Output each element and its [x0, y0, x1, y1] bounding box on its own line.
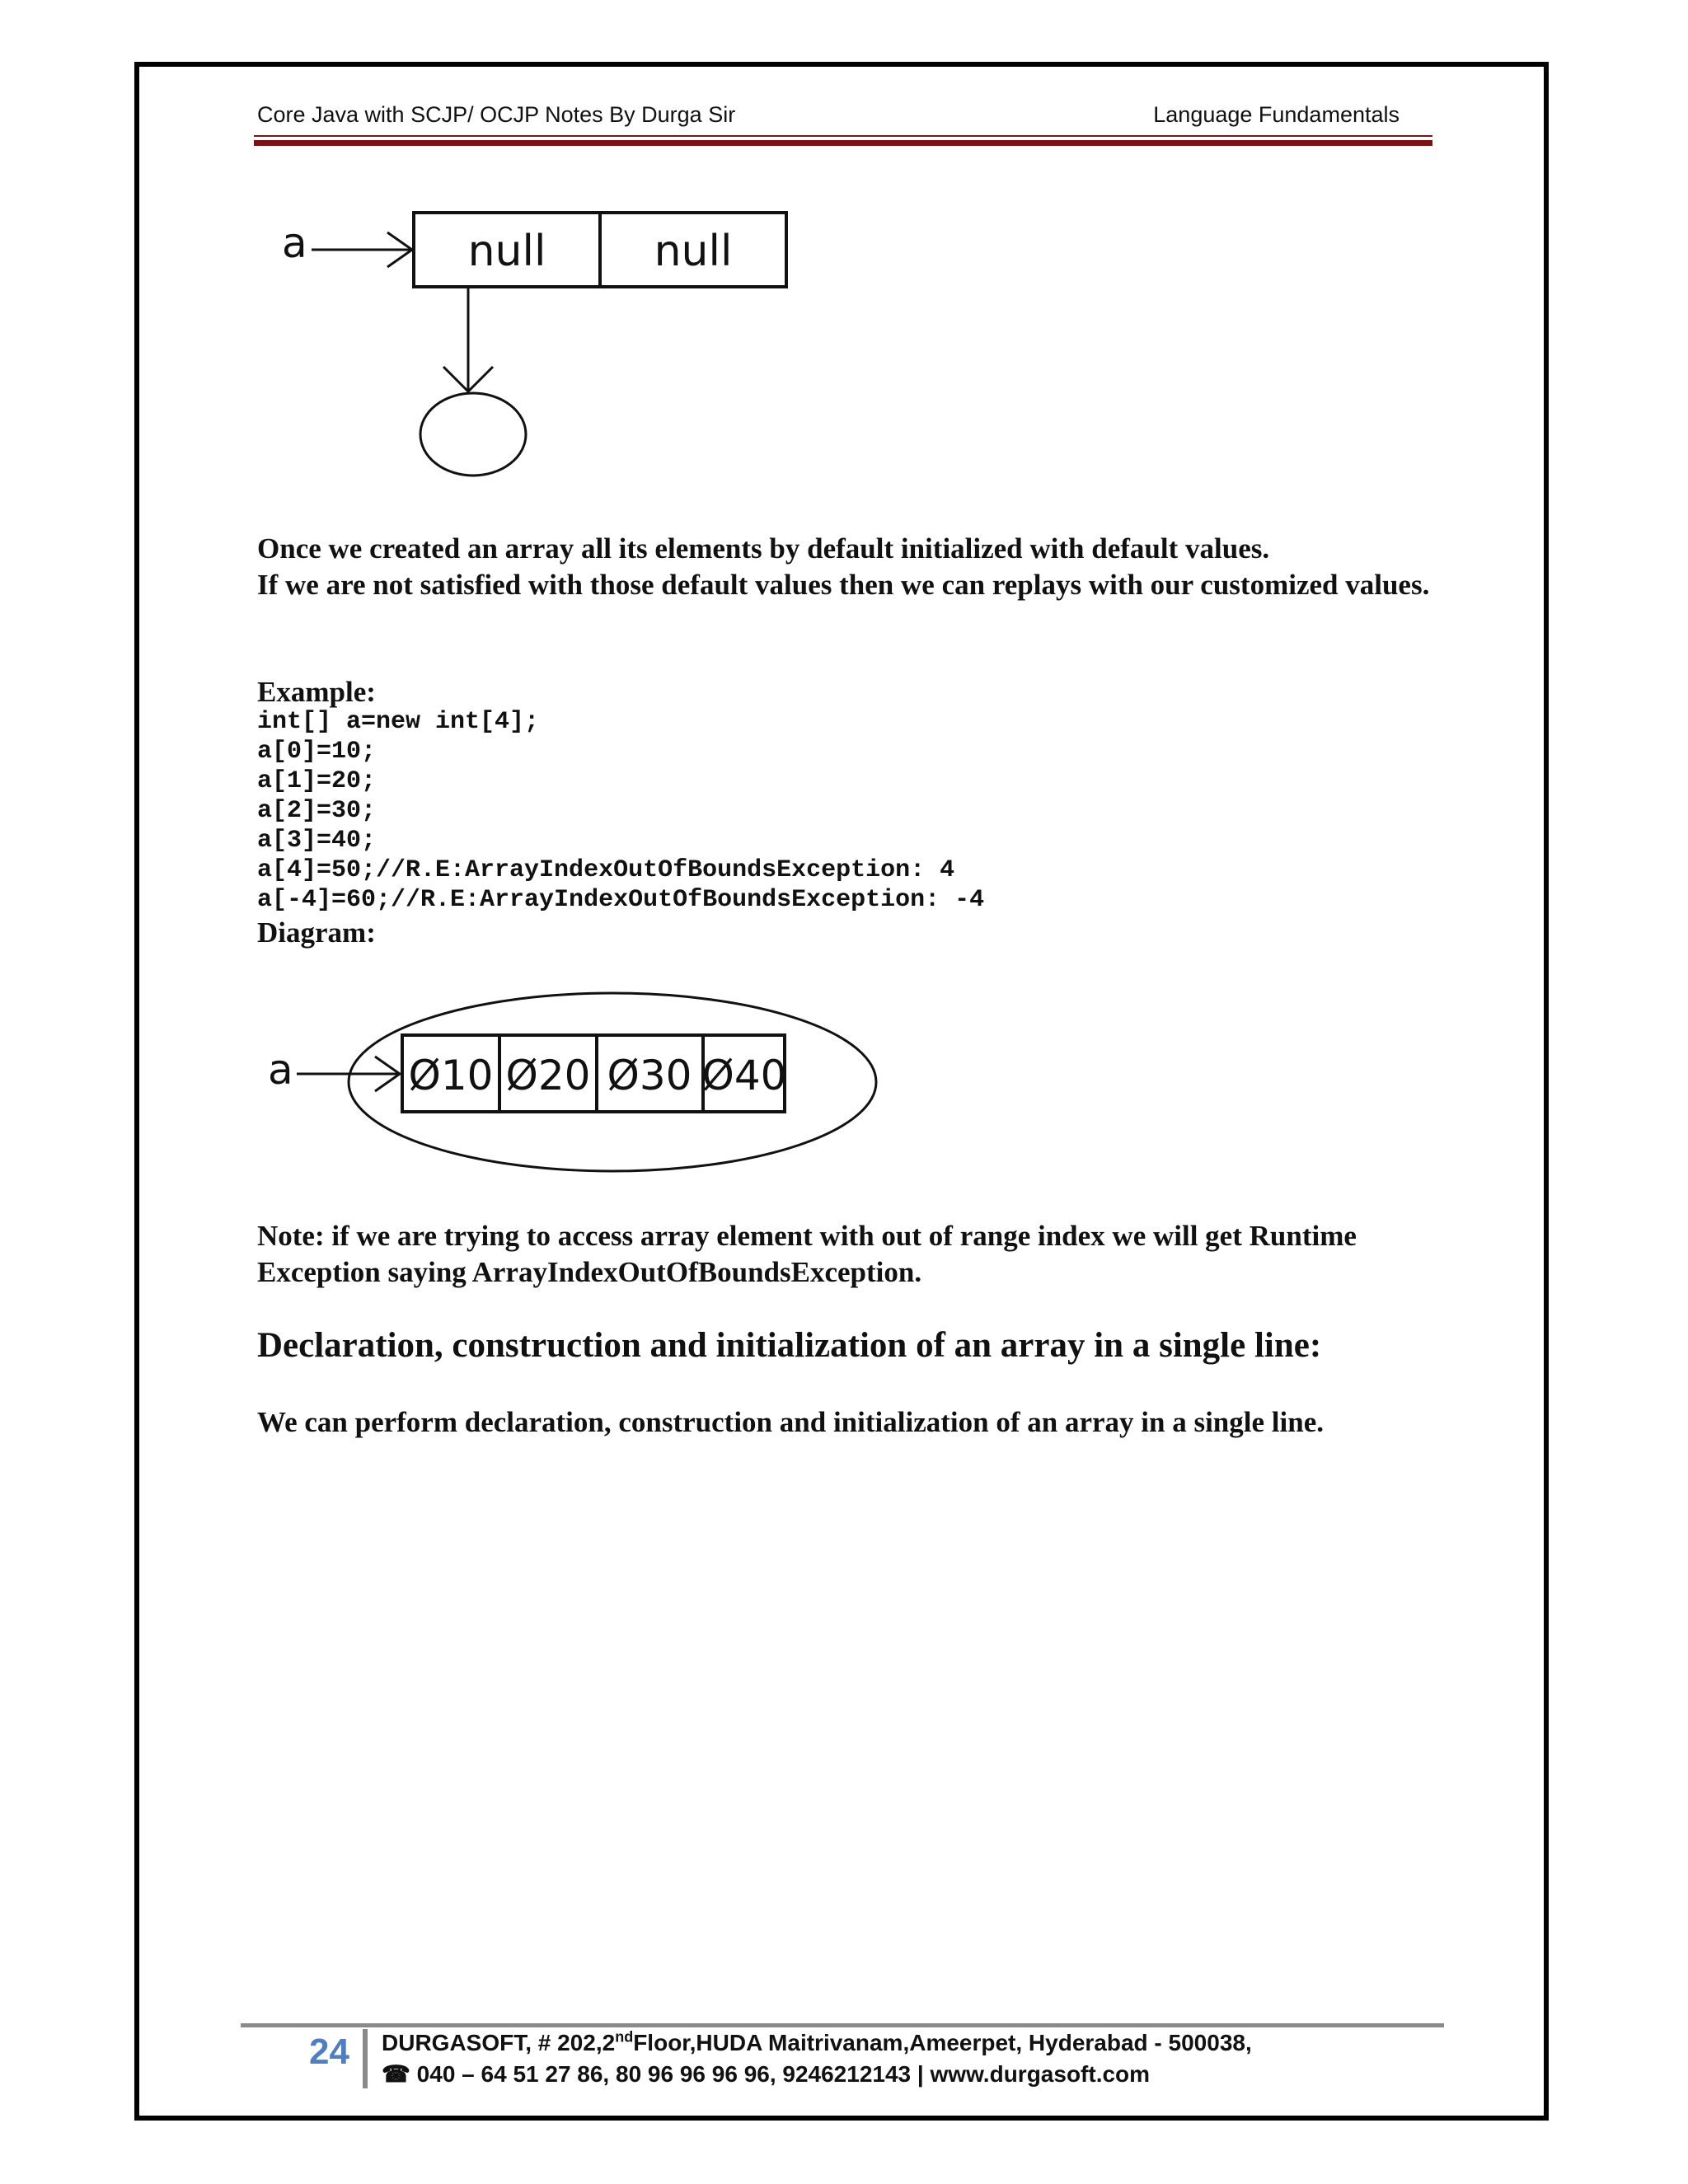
code-line: a[3]=40;: [257, 827, 377, 855]
cell-value: Ø30: [607, 1052, 692, 1099]
code-line: a[2]=30;: [257, 797, 377, 825]
diagram-heading: Diagram:: [257, 916, 376, 949]
footer-address-sup: nd: [615, 2028, 634, 2046]
cell-value: null: [654, 227, 733, 276]
phone-icon: ☎: [382, 2061, 410, 2087]
null-array-diagram: [256, 198, 832, 494]
cell-value: Ø40: [701, 1052, 787, 1099]
diagram2-label: a: [268, 1046, 293, 1094]
footer-rule: [241, 2023, 1444, 2027]
footer-address: [382, 2030, 1252, 2056]
paragraph-line: If we are not satisfied with those default values then we can replays with our customized values.: [257, 569, 1430, 601]
cell-value: null: [467, 227, 546, 276]
header-title: Core Java with SCJP/ OCJP Notes By Durga Sir: [257, 102, 736, 127]
code-line: a[0]=10;: [257, 738, 377, 766]
code-block: [257, 707, 984, 915]
header-rule-thick: [254, 140, 1432, 146]
footer-address-pre: DURGASOFT, # 202,2: [382, 2030, 616, 2055]
note-text: Note: if we are trying to access array element with out of range index we will get Runtime Exception saying ArrayIndexOutOfBoundsException.: [257, 1220, 1357, 1288]
section-heading: Declaration, construction and initialization of an array in a single line:: [257, 1326, 1322, 1365]
footer-divider: [363, 2029, 368, 2088]
code-line: a[1]=20;: [257, 767, 377, 795]
code-line: int[] a=new int[4];: [257, 708, 540, 736]
footer-contact: [382, 2060, 1150, 2088]
header-rule: [254, 135, 1432, 137]
cell-value: Ø20: [505, 1052, 591, 1099]
example-heading: Example:: [257, 676, 376, 708]
header-section: Language Fundamentals: [1153, 102, 1400, 127]
code-line: a[4]=50;//R.E:ArrayIndexOutOfBoundsException: 4: [257, 856, 955, 884]
cell-value: Ø10: [408, 1052, 494, 1099]
footer-contact-text: 040 – 64 51 27 86, 80 96 96 96 96, 9246212143 | www.durgasoft.com: [416, 2061, 1151, 2087]
int-array-diagram: [256, 989, 882, 1187]
paragraph-line: Once we created an array all its elements by default initialized with default values.: [257, 532, 1270, 565]
code-line: a[-4]=60;//R.E:ArrayIndexOutOfBoundsException: -4: [257, 886, 985, 914]
footer-address-post: Floor,HUDA Maitrivanam,Ameerpet, Hyderabad - 500038,: [633, 2030, 1252, 2055]
page-number: 24: [309, 2032, 349, 2072]
object-circle: [420, 393, 526, 476]
section-text: We can perform declaration, construction and initialization of an array in a single line.: [257, 1406, 1324, 1438]
diagram1-label: a: [282, 219, 307, 267]
